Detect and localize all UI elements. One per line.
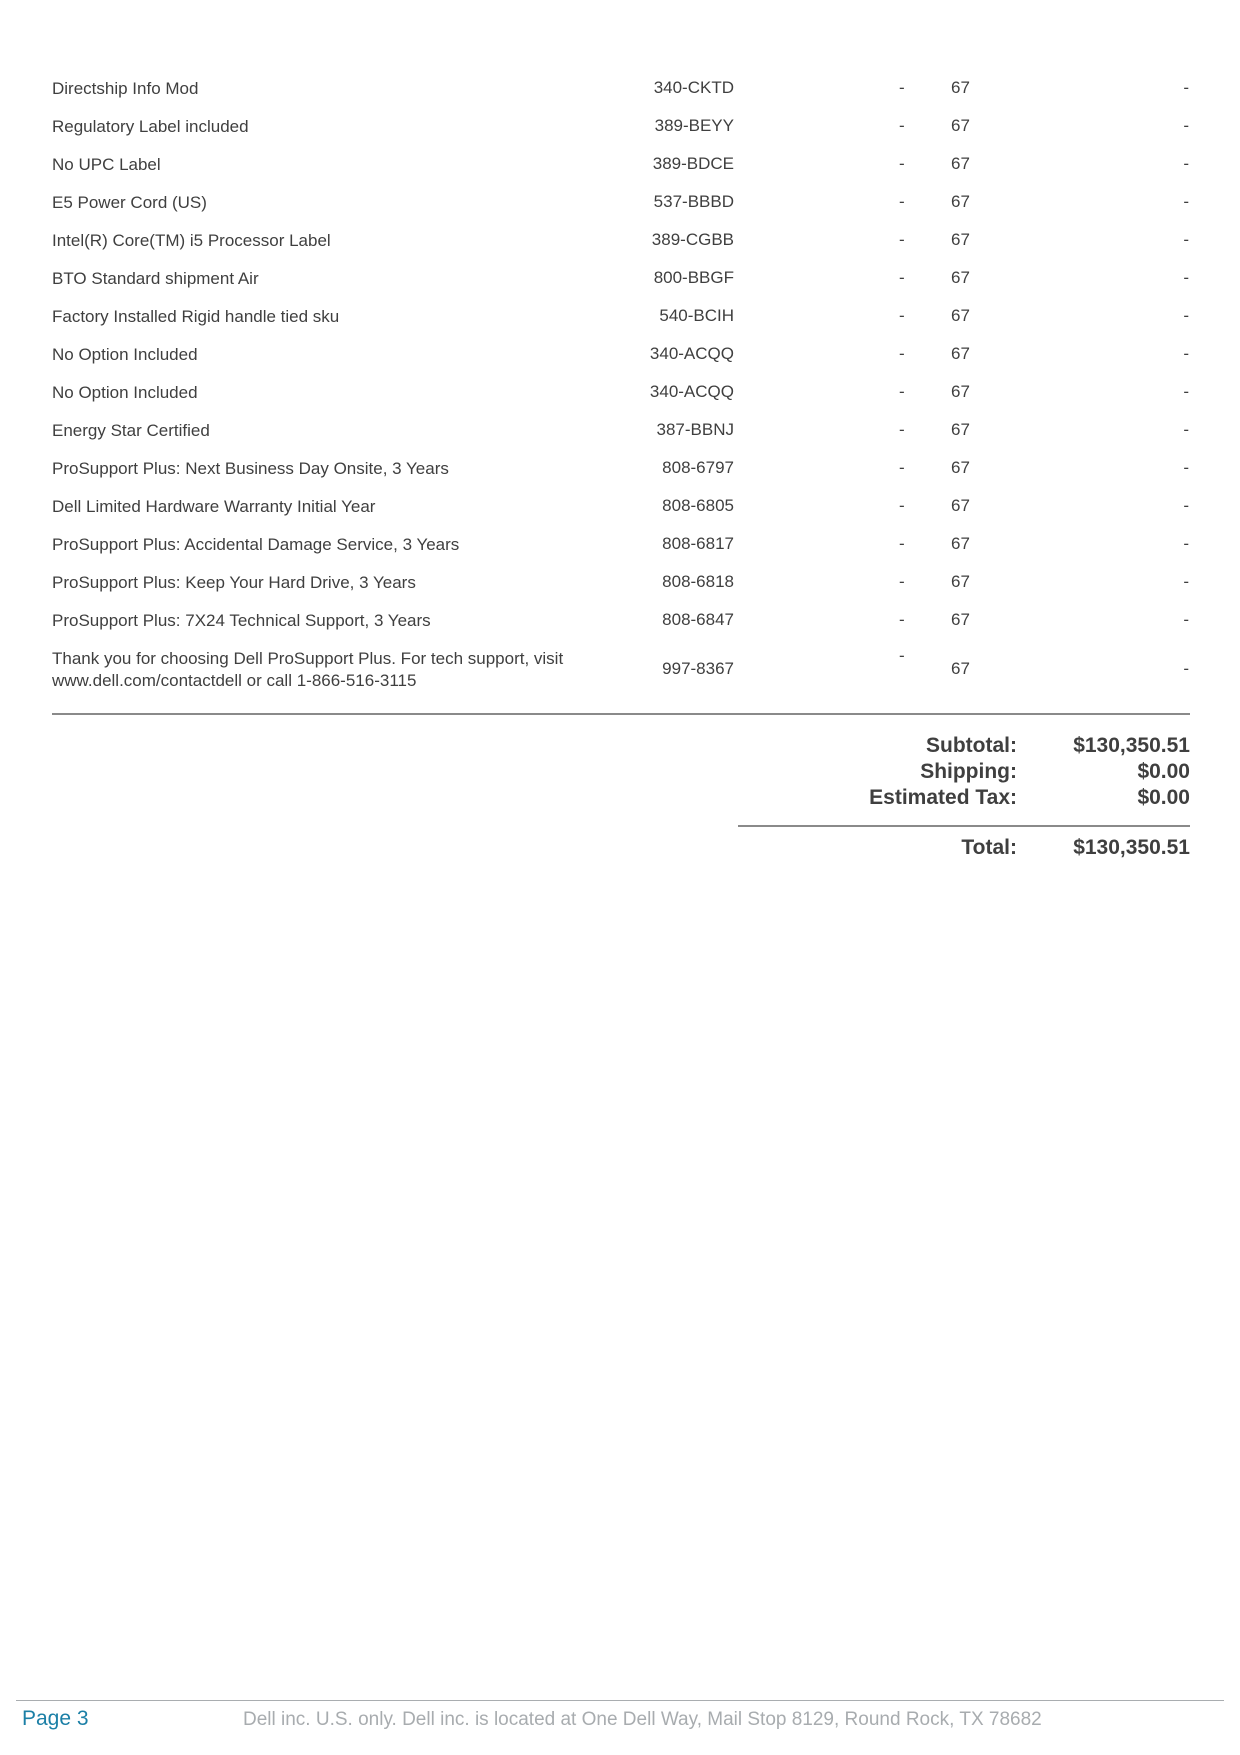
item-quantity: 67 [951, 344, 970, 363]
table-row [0, 458, 1240, 496]
table-row [0, 648, 1240, 698]
table-row [0, 116, 1240, 154]
item-unit-price: - [899, 268, 905, 287]
item-unit-price: - [899, 116, 905, 135]
item-sku: 340-ACQQ [649, 382, 734, 401]
item-total: - [1183, 659, 1189, 678]
item-quantity: 67 [951, 154, 970, 173]
item-unit-price: - [899, 420, 905, 439]
item-sku: 340-ACQQ [649, 344, 734, 363]
item-description: Directship Info Mod [52, 79, 199, 98]
item-unit-price: - [899, 344, 905, 363]
table-row [0, 268, 1240, 306]
item-description: Dell Limited Hardware Warranty Initial Year [52, 497, 376, 516]
item-sku: 340-CKTD [653, 78, 734, 97]
tax-row [0, 786, 1240, 812]
table-row [0, 344, 1240, 382]
table-row [0, 610, 1240, 648]
table-row [0, 154, 1240, 192]
shipping-value: $0.00 [1137, 760, 1190, 783]
item-quantity: 67 [951, 192, 970, 211]
item-sku: 389-BEYY [654, 116, 734, 135]
item-description: Thank you for choosing Dell ProSupport Plus. For tech support, visit www.dell.com/contactdell or call 1-866-516-3115 [52, 649, 564, 690]
item-unit-price: - [899, 78, 905, 97]
subtotal-row [0, 734, 1240, 760]
item-description: ProSupport Plus: 7X24 Technical Support, 3 Years [52, 611, 431, 630]
item-description: No UPC Label [52, 155, 161, 174]
item-description: ProSupport Plus: Next Business Day Onsite, 3 Years [52, 459, 449, 478]
table-row [0, 572, 1240, 610]
item-total: - [1183, 610, 1189, 629]
item-sku: 389-BDCE [652, 154, 734, 173]
item-description: Intel(R) Core(TM) i5 Processor Label [52, 231, 331, 250]
item-quantity: 67 [951, 572, 970, 591]
total-label: Total: [961, 836, 1017, 859]
item-sku: 808-6818 [662, 572, 734, 591]
item-total: - [1183, 192, 1189, 211]
item-quantity: 67 [951, 420, 970, 439]
item-quantity: 67 [951, 610, 970, 629]
item-sku: 800-BBGF [653, 268, 734, 287]
item-total: - [1183, 572, 1189, 591]
item-total: - [1183, 382, 1189, 401]
subtotal-value: $130,350.51 [1073, 734, 1190, 757]
item-quantity: 67 [951, 78, 970, 97]
item-sku: 389-CGBB [651, 230, 734, 249]
item-quantity: 67 [951, 458, 970, 477]
item-unit-price: - [899, 534, 905, 553]
item-quantity: 67 [951, 496, 970, 515]
summary-divider [738, 825, 1190, 827]
item-total: - [1183, 306, 1189, 325]
shipping-row [0, 760, 1240, 786]
item-sku: 808-6805 [662, 496, 734, 515]
footer-divider [16, 1700, 1224, 1701]
total-value: $130,350.51 [1073, 836, 1190, 859]
footer-address: Dell inc. U.S. only. Dell inc. is located at One Dell Way, Mail Stop 8129, Round Rock, TX 78682 [243, 1709, 1042, 1730]
item-total: - [1183, 154, 1189, 173]
item-description: No Option Included [52, 345, 198, 364]
item-quantity: 67 [951, 230, 970, 249]
item-unit-price: - [899, 192, 905, 211]
item-quantity: 67 [951, 268, 970, 287]
item-unit-price: - [899, 230, 905, 249]
tax-value: $0.00 [1137, 786, 1190, 809]
item-quantity: 67 [951, 306, 970, 325]
item-quantity: 67 [951, 659, 970, 678]
table-row [0, 306, 1240, 344]
item-total: - [1183, 116, 1189, 135]
table-row [0, 496, 1240, 534]
table-row [0, 192, 1240, 230]
item-total: - [1183, 496, 1189, 515]
item-sku: 808-6817 [662, 534, 734, 553]
item-description: No Option Included [52, 383, 198, 402]
item-total: - [1183, 420, 1189, 439]
table-row [0, 230, 1240, 268]
item-unit-price: - [899, 646, 905, 665]
item-total: - [1183, 344, 1189, 363]
item-sku: 537-BBBD [653, 192, 734, 211]
item-sku: 997-8367 [662, 659, 734, 678]
item-total: - [1183, 458, 1189, 477]
item-sku: 387-BBNJ [656, 420, 734, 439]
item-unit-price: - [899, 382, 905, 401]
item-unit-price: - [899, 496, 905, 515]
item-description: Factory Installed Rigid handle tied sku [52, 307, 340, 326]
item-unit-price: - [899, 306, 905, 325]
item-description: ProSupport Plus: Keep Your Hard Drive, 3 Years [52, 573, 416, 592]
table-row [0, 382, 1240, 420]
item-unit-price: - [899, 610, 905, 629]
item-total: - [1183, 78, 1189, 97]
table-divider [52, 713, 1190, 715]
total-row [0, 836, 1240, 862]
shipping-label: Shipping: [920, 760, 1017, 783]
table-row [0, 78, 1240, 116]
page-number: Page 3 [22, 1707, 89, 1730]
item-quantity: 67 [951, 382, 970, 401]
item-sku: 540-BCIH [659, 306, 734, 325]
subtotal-label: Subtotal: [926, 734, 1017, 757]
item-total: - [1183, 268, 1189, 287]
item-unit-price: - [899, 572, 905, 591]
item-description: Energy Star Certified [52, 421, 210, 440]
item-description: Regulatory Label included [52, 117, 249, 136]
item-unit-price: - [899, 154, 905, 173]
item-description: BTO Standard shipment Air [52, 269, 259, 288]
item-quantity: 67 [951, 116, 970, 135]
table-row [0, 420, 1240, 458]
table-row [0, 534, 1240, 572]
item-unit-price: - [899, 458, 905, 477]
item-description: ProSupport Plus: Accidental Damage Service, 3 Years [52, 535, 460, 554]
item-total: - [1183, 534, 1189, 553]
item-sku: 808-6847 [662, 610, 734, 629]
item-total: - [1183, 230, 1189, 249]
tax-label: Estimated Tax: [869, 786, 1017, 809]
item-description: E5 Power Cord (US) [52, 193, 207, 212]
item-quantity: 67 [951, 534, 970, 553]
item-sku: 808-6797 [662, 458, 734, 477]
